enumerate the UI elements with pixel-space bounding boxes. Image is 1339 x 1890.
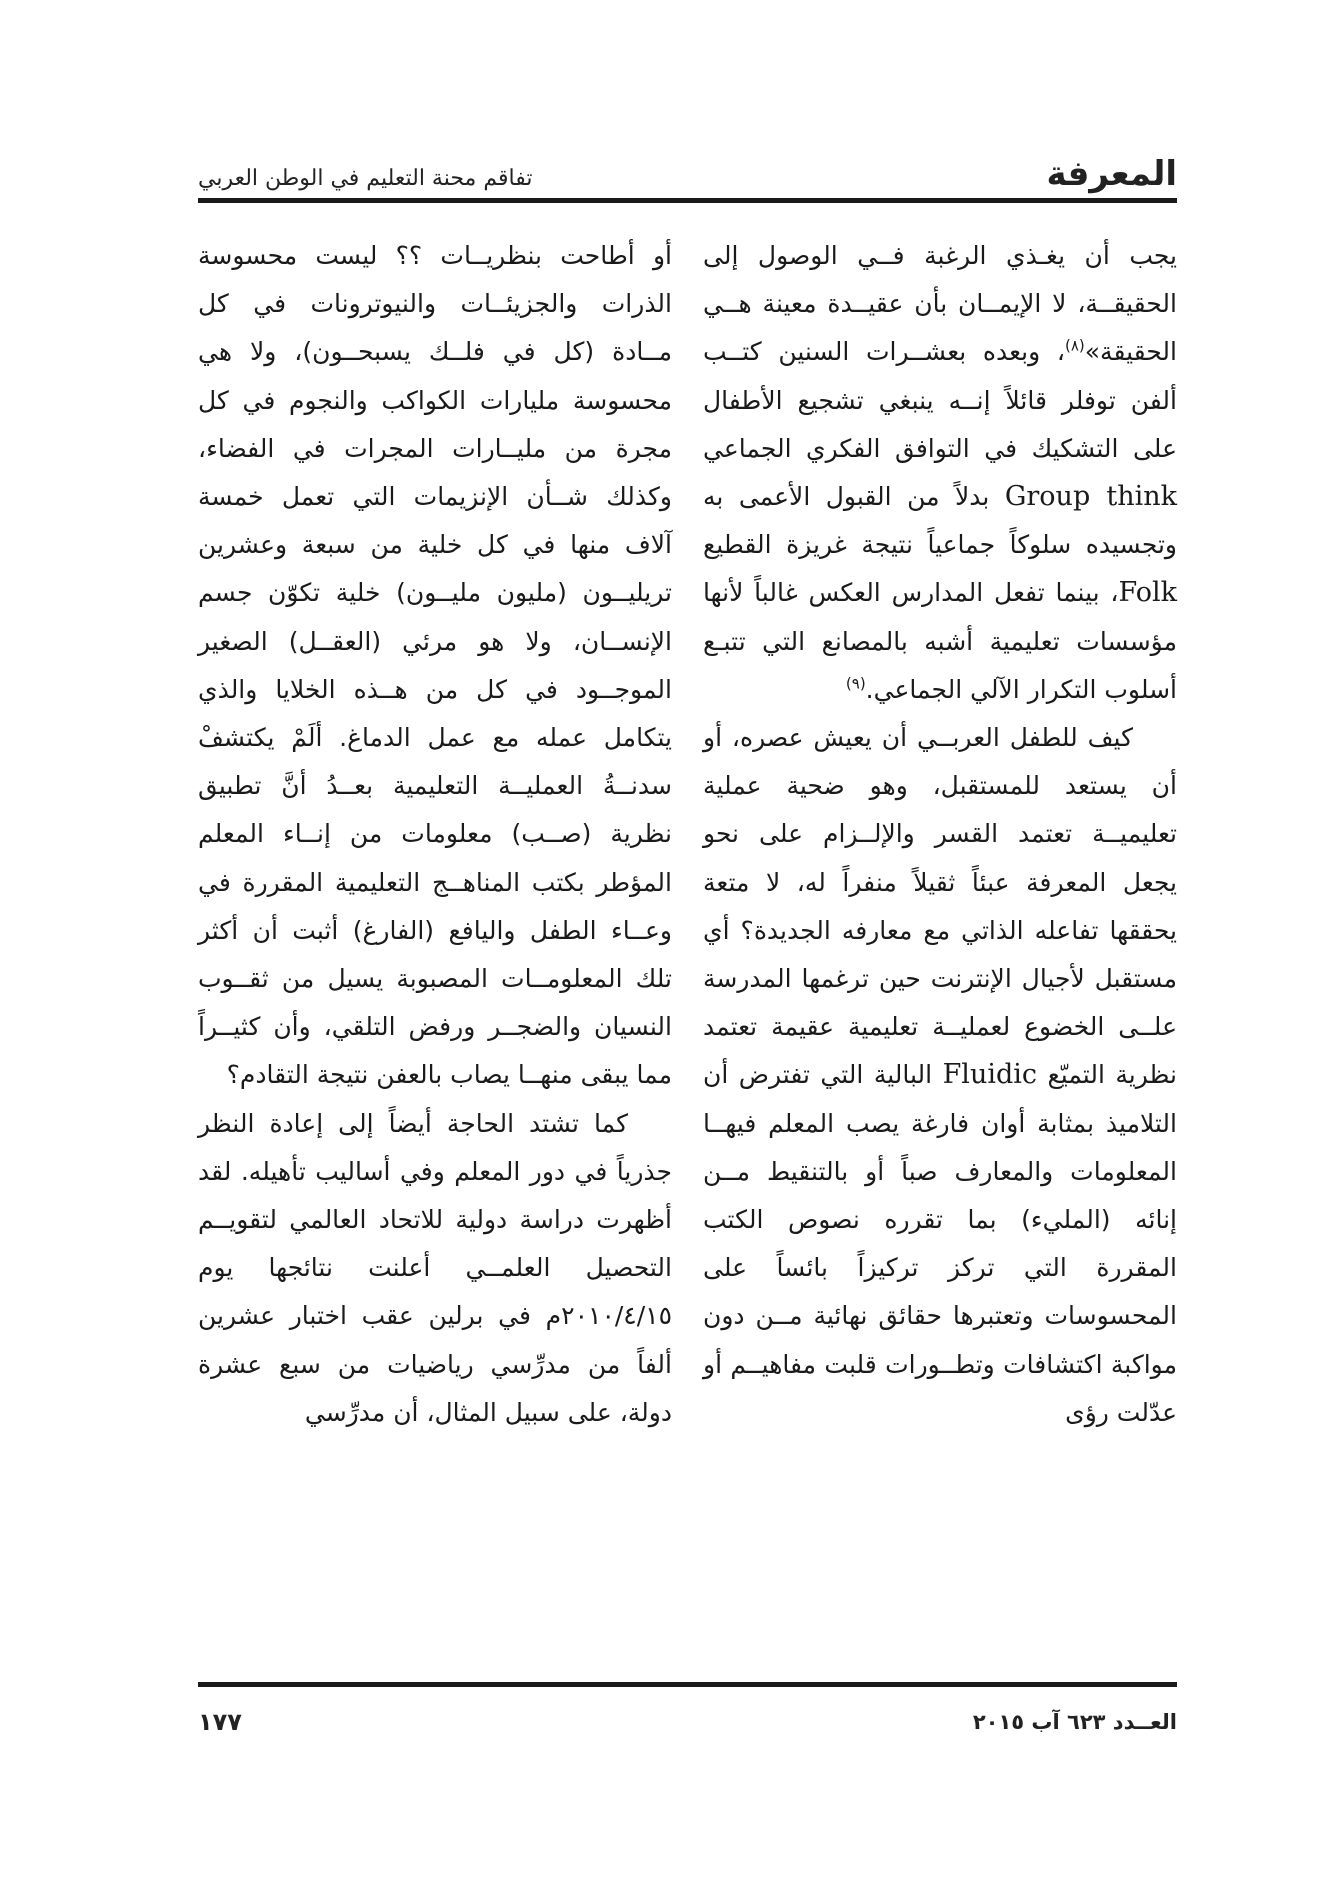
paragraph: [703, 232, 1177, 714]
page-header: [198, 150, 1177, 194]
text-segment: يجب أن يغـذي الرغبة فــي الوصول إلى الحقيقــة، لا الإيمــان بأن عقيــدة معينة هــي الحقيقة»: [703, 241, 1177, 367]
right-column: [703, 232, 1177, 1437]
header-rule: [198, 198, 1177, 203]
term-folk: Folk: [1118, 577, 1177, 609]
text-segment: بدلاً من القبول الأعمى به وتجسيده سلوكاً جماعياً نتيجة غريزة القطيع: [703, 482, 1177, 560]
paragraph: أو أطاحت بنظريــات ؟؟ ليست محسوسة الذرات والجزيئــات والنيوترونات في كل مــادة (كل في فلــك يسبحــون)، ولا هي محسوسة مليارات الكواكب والنجوم في كل مجرة من مليــارات المجرات في الفضاء، وكذلك شــأن الإنزيمات التي تعمل خمسة آلاف منها في كل خلية من سبعة وعشرين تريليــون (مليون مليــون) خلية تكوّن جسم الإنســان، ولا هو مرئي (العقــل) الصغير الموجــود في كل من هــذه الخلايا والذي يتكامل عمله مع عمل الدماغ. ألَمْ يكتشفْ سدنــةُ العمليــة التعليمية بعــدُ أنَّ تطبيق نظرية (صــب) معلومات من إنــاء المعلم المؤطر بكتب المناهــج التعليمية المقررة في وعــاء الطفل واليافع (الفارغ) أثبت أن أكثر تلك المعلومــات المصبوبة يسيل من ثقــوب النسيان والضجــر ورفض التلقي، وأن كثيــراً مما يبقى منهــا يصاب بالعفن نتيجة التقادم؟: [198, 241, 672, 1090]
magazine-logo: المعرفة: [1046, 154, 1177, 194]
running-title: تفاقم محنة التعليم في الوطن العربي: [198, 166, 533, 191]
text-segment: ، وبعده بعشــرات السنين كتــب ألفن توفلر قائلاً إنــه ينبغي تشجيع الأطفال على التشكيك في التوافق الفكري الجماعي: [703, 337, 1177, 463]
page-footer: [198, 1702, 1177, 1742]
text-segment: البالية التي تفترض أن التلاميذ بمثابة أوان فارغة يصب المعلم فيهــا المعلومات والمعارف صباً أو بالتنقيط مــن إنائه (المليء) بما تقرره نصوص الكتب المقررة التي تركز تركيزاً بائساً على المحسوسات وتعتبرها حقائق نهائية مــن دون مواكبة اكتشافات وتطــورات قلبت مفاهيــم أو عدّلت رؤى: [703, 1060, 1177, 1427]
text-segment: كيف للطفل العربــي أن يعيش عصره، أو أن يستعد للمستقبل، وهو ضحية عملية تعليميــة تعتمد القسر والإلــزام على نحو يجعل المعرفة عبئاً ثقيلاً منفراً له، لا متعة يحققها تفاعله الذاتي مع معارفه الجديدة؟ أي مستقبل لأجيال الإنترنت حين ترغمها المدرسة علــى الخضوع لعمليــة تعليمية عقيمة تعتمد نظرية التميّع: [703, 723, 1177, 1090]
footnote-ref-9: (٩): [845, 674, 866, 693]
footer-rule: [198, 1682, 1177, 1687]
page-number: ١٧٧: [198, 1708, 242, 1736]
term-group-think: Group think: [1004, 481, 1177, 513]
issue-info: العــدد ٦٢٣ آب ٢٠١٥: [972, 1710, 1177, 1734]
text-segment: ، بينما تفعل المدارس العكس غالباً لأنها مؤسسات تعليمية أشبه بالمصانع التي تتبـع أسلوب التكرار الآلي الجماعي.: [703, 578, 1177, 704]
paragraph: كما تشتد الحاجة أيضاً إلى إعادة النظر جذرياً في دور المعلم وفي أساليب تأهيله. لقد أظهرت دراسة دولية للاتحاد العالمي لتقويــم التحصيل العلمــي أعلنت نتائجها يوم ٢٠١٠/٤/١٥م في برلين عقب اختبار عشرين ألفاً من مدرِّسي رياضيات من سبع عشرة دولة، على سبيل المثال، أن مدرِّسي: [198, 1108, 672, 1427]
paragraph: [703, 714, 1177, 1437]
left-column: [198, 232, 672, 1437]
term-fluidic: Fluidic: [942, 1059, 1038, 1091]
footnote-ref-8: (٨): [1064, 337, 1085, 356]
